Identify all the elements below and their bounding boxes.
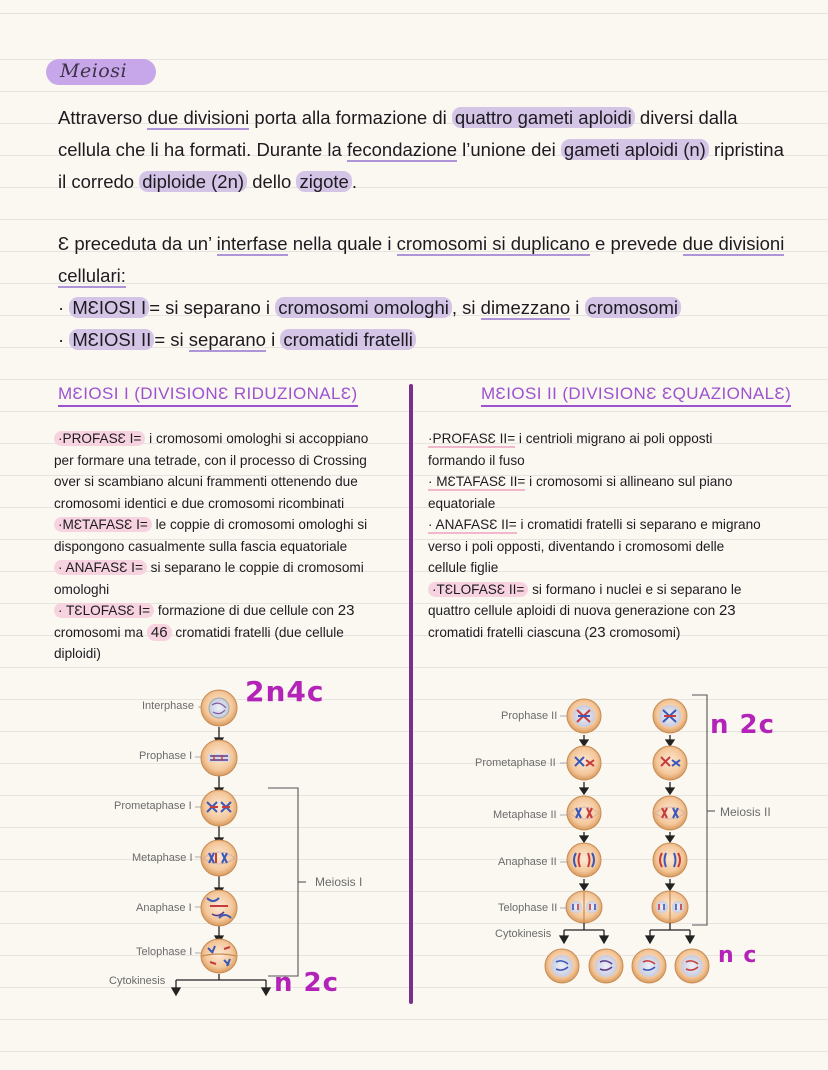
intro-line-3 bbox=[58, 166, 778, 198]
telophase-2-label: ·TƐLOFASƐ II= bbox=[428, 582, 528, 597]
overview-line-2 bbox=[58, 260, 778, 292]
text-underlined: separano bbox=[188, 329, 266, 350]
meiosis-2-bullet bbox=[58, 324, 778, 356]
stage-label-interphase: Interphase bbox=[142, 700, 194, 712]
text: e prevede bbox=[589, 233, 683, 254]
anaphase-1-label: · ANAFASƐ I= bbox=[54, 560, 147, 575]
meiosis-2-phases bbox=[428, 428, 773, 643]
meiosis-2-heading: MƐIOSI II (DIVISIONƐ ƐQUAZIONALƐ) bbox=[481, 384, 791, 407]
number: 23 bbox=[337, 602, 355, 619]
text-highlighted: quattro gameti aploidi bbox=[452, 107, 635, 128]
daughter-cell-1 bbox=[545, 949, 579, 983]
chromosome-count-note-n2c-left: n 2c bbox=[274, 968, 340, 998]
text: ripristina bbox=[708, 139, 784, 160]
stage-label-telophase-1: Telophase I bbox=[136, 946, 193, 958]
chromosome-count-note-n2c-right: n 2c bbox=[710, 710, 776, 740]
cytokinesis-arrows-2 bbox=[560, 923, 694, 943]
text-highlighted: cromosomi omologhi bbox=[275, 297, 452, 318]
prophase-2-label: ·PROFASƐ II= bbox=[428, 431, 516, 446]
text: Attraverso bbox=[58, 107, 148, 128]
stage-label-metaphase-2: Metaphase II bbox=[493, 809, 557, 821]
text: . bbox=[351, 171, 357, 192]
phase-line bbox=[54, 600, 399, 622]
text: dispongono casualmente sulla fascia equatoriale bbox=[54, 538, 348, 554]
bullet: · bbox=[58, 297, 65, 318]
text-highlighted: zigote bbox=[296, 171, 351, 192]
page-title: Meiosi bbox=[60, 60, 128, 82]
text: si bbox=[165, 329, 189, 350]
metaphase-2-label: · MƐTAFASƐ II= bbox=[428, 474, 526, 489]
phase-line bbox=[428, 622, 773, 644]
metaphase-2-cell-a bbox=[567, 796, 601, 830]
meiosis-1-phases bbox=[54, 428, 399, 665]
prophase-2-cell-a bbox=[567, 699, 601, 733]
prophase-1-cell bbox=[201, 740, 237, 776]
text: si separano le coppie di cromosomi bbox=[146, 560, 364, 575]
text: over si scambiano alcuni frammenti ottenendo due bbox=[54, 474, 358, 489]
text: diversi dalla bbox=[634, 107, 738, 128]
text: diploidi) bbox=[54, 646, 101, 661]
cytokinesis-arrows-1 bbox=[172, 974, 270, 995]
bracket-label-meiosis-2: Meiosis II bbox=[720, 805, 771, 819]
text: i cromatidi fratelli si separano e migrano bbox=[516, 517, 761, 532]
stage-label-anaphase-1: Anaphase I bbox=[136, 902, 192, 914]
anaphase-1-cell bbox=[201, 890, 237, 926]
prophase-2-cell-b bbox=[653, 699, 687, 733]
text: le coppie di cromosomi omologhi si bbox=[151, 517, 368, 532]
text: formazione di due cellule con bbox=[154, 603, 338, 618]
text: cellula che li ha formati. Durante la bbox=[58, 139, 347, 160]
stage-label-telophase-2: Telophase II bbox=[498, 902, 558, 914]
telophase-2-cell-b bbox=[652, 891, 688, 923]
chromosome-count-note-nc: n c bbox=[718, 943, 758, 968]
phase-line bbox=[54, 428, 399, 450]
text: = bbox=[149, 297, 160, 318]
text: equatoriale bbox=[428, 495, 496, 511]
phase-line bbox=[54, 514, 399, 536]
text-highlighted: cromatidi fratelli bbox=[280, 329, 416, 350]
text: i bbox=[570, 297, 585, 318]
daughter-cell-2 bbox=[589, 949, 623, 983]
text: verso i poli opposti, diventando i cromosomi delle bbox=[428, 538, 725, 554]
phase-line bbox=[428, 514, 773, 536]
prometaphase-1-cell bbox=[201, 790, 237, 826]
text: quattro cellule aploidi di nuova generazione con bbox=[428, 603, 719, 618]
prophase-1-label: ·PROFASƐ I= bbox=[54, 431, 145, 446]
metaphase-2-cell-b bbox=[653, 796, 687, 830]
stage-label-prometaphase-2: Prometaphase II bbox=[475, 757, 556, 769]
meiosis-1-bracket bbox=[268, 788, 298, 976]
column-divider bbox=[409, 384, 413, 1004]
text-underlined: dimezzano bbox=[480, 297, 571, 318]
overview-line-1 bbox=[58, 228, 785, 260]
text-underlined: fecondazione bbox=[346, 139, 458, 160]
label-highlighted: MƐIOSI I bbox=[69, 297, 149, 318]
meiosis-overview bbox=[58, 228, 785, 356]
text: cromosomi) bbox=[605, 624, 681, 640]
phase-line bbox=[54, 622, 399, 644]
text: cellule figlie bbox=[428, 560, 499, 575]
intro-line-1 bbox=[58, 102, 778, 134]
prometaphase-2-cell-a bbox=[567, 746, 601, 780]
telophase-1-cell bbox=[201, 939, 237, 973]
text: dello bbox=[247, 171, 297, 192]
meiosis-1-heading: MƐIOSI I (DIVISIONƐ RIDUZIONALƐ) bbox=[58, 384, 358, 407]
text: cromatidi fratelli ciascuna ( bbox=[428, 624, 589, 640]
meiosis-1-diagram bbox=[0, 670, 405, 1010]
text: i cromosomi si allineano sul piano bbox=[525, 474, 733, 489]
intro-line-2 bbox=[58, 134, 784, 166]
stage-label-cytokinesis-2: Cytokinesis bbox=[495, 928, 552, 940]
metaphase-1-label: ·MƐTAFASƐ I= bbox=[54, 517, 152, 532]
text: formando il fuso bbox=[428, 452, 525, 468]
text: i centrioli migrano ai poli opposti bbox=[515, 431, 713, 446]
text-highlighted: diploide (2n) bbox=[139, 171, 247, 192]
text: omologhi bbox=[54, 581, 110, 597]
anaphase-2-cell-b bbox=[653, 843, 687, 877]
telophase-2-cell-a bbox=[566, 891, 602, 923]
phase-line bbox=[428, 428, 773, 450]
label-highlighted: MƐIOSI II bbox=[69, 329, 154, 350]
text: i cromosomi omologhi si accoppiano bbox=[145, 431, 369, 446]
diagram-1-leaders bbox=[195, 707, 201, 953]
number: 23 bbox=[718, 602, 736, 619]
text: il corredo bbox=[58, 171, 140, 192]
text: nella quale i bbox=[287, 233, 397, 254]
text-highlighted: gameti aploidi (n) bbox=[561, 139, 709, 160]
text: Ɛ preceduta da un’ bbox=[58, 233, 217, 254]
text-underlined: due divisioni bbox=[682, 233, 785, 254]
intro-paragraph bbox=[58, 102, 784, 198]
anaphase-2-label: · ANAFASƐ II= bbox=[428, 517, 517, 532]
chromosome-count-note-2n4c: 2n4c bbox=[245, 675, 325, 708]
text: si formano i nuclei e si separano le bbox=[528, 581, 742, 597]
daughter-cell-4 bbox=[675, 949, 709, 983]
number-highlighted: 46 bbox=[147, 624, 172, 641]
stage-label-anaphase-2: Anaphase II bbox=[498, 856, 557, 868]
text: cromatidi fratelli (due cellule bbox=[171, 624, 344, 640]
phase-line bbox=[428, 579, 773, 601]
telophase-1-label: · TƐLOFASƐ I= bbox=[54, 603, 154, 618]
daughter-cell-3 bbox=[632, 949, 666, 983]
stage-label-prometaphase-1: Prometaphase I bbox=[114, 800, 192, 812]
number: 23 bbox=[588, 623, 606, 641]
stage-label-prophase-2: Prophase II bbox=[501, 710, 558, 722]
text-highlighted: cromosomi bbox=[585, 297, 681, 318]
anaphase-2-cell-a bbox=[567, 843, 601, 877]
meiosis-1-bullet bbox=[58, 292, 778, 324]
text: si separano i bbox=[160, 297, 276, 318]
text: cromosomi ma bbox=[54, 624, 147, 640]
phase-line bbox=[54, 557, 399, 579]
interphase-cell bbox=[201, 690, 237, 726]
text-underlined: interfase bbox=[216, 233, 288, 254]
text: = bbox=[154, 329, 166, 350]
stage-label-metaphase-1: Metaphase I bbox=[132, 852, 193, 864]
bullet: · bbox=[58, 329, 65, 350]
text: cromosomi identici e due cromosomi ricombinati bbox=[54, 495, 345, 511]
text: per formare una tetrade, con il processo di Crossing bbox=[54, 452, 367, 468]
phase-line bbox=[428, 600, 773, 622]
text-underlined: cromosomi si duplicano bbox=[396, 233, 590, 254]
bracket-label-meiosis-1: Meiosis I bbox=[315, 875, 363, 889]
text: i bbox=[265, 329, 281, 350]
diagram-2-leaders bbox=[560, 716, 567, 908]
prometaphase-2-cell-b bbox=[653, 746, 687, 780]
meiosis-2-bracket bbox=[692, 695, 707, 925]
text: l’unione dei bbox=[457, 139, 561, 160]
phase-line bbox=[428, 471, 773, 493]
stage-label-prophase-1: Prophase I bbox=[139, 750, 193, 762]
stage-label-cytokinesis-1: Cytokinesis bbox=[109, 975, 166, 987]
text-underlined: due divisioni bbox=[147, 107, 250, 128]
metaphase-1-cell bbox=[201, 840, 237, 876]
text: porta alla formazione di bbox=[249, 107, 452, 128]
text: , si bbox=[451, 297, 481, 318]
text-underlined: cellulari: bbox=[58, 265, 126, 286]
